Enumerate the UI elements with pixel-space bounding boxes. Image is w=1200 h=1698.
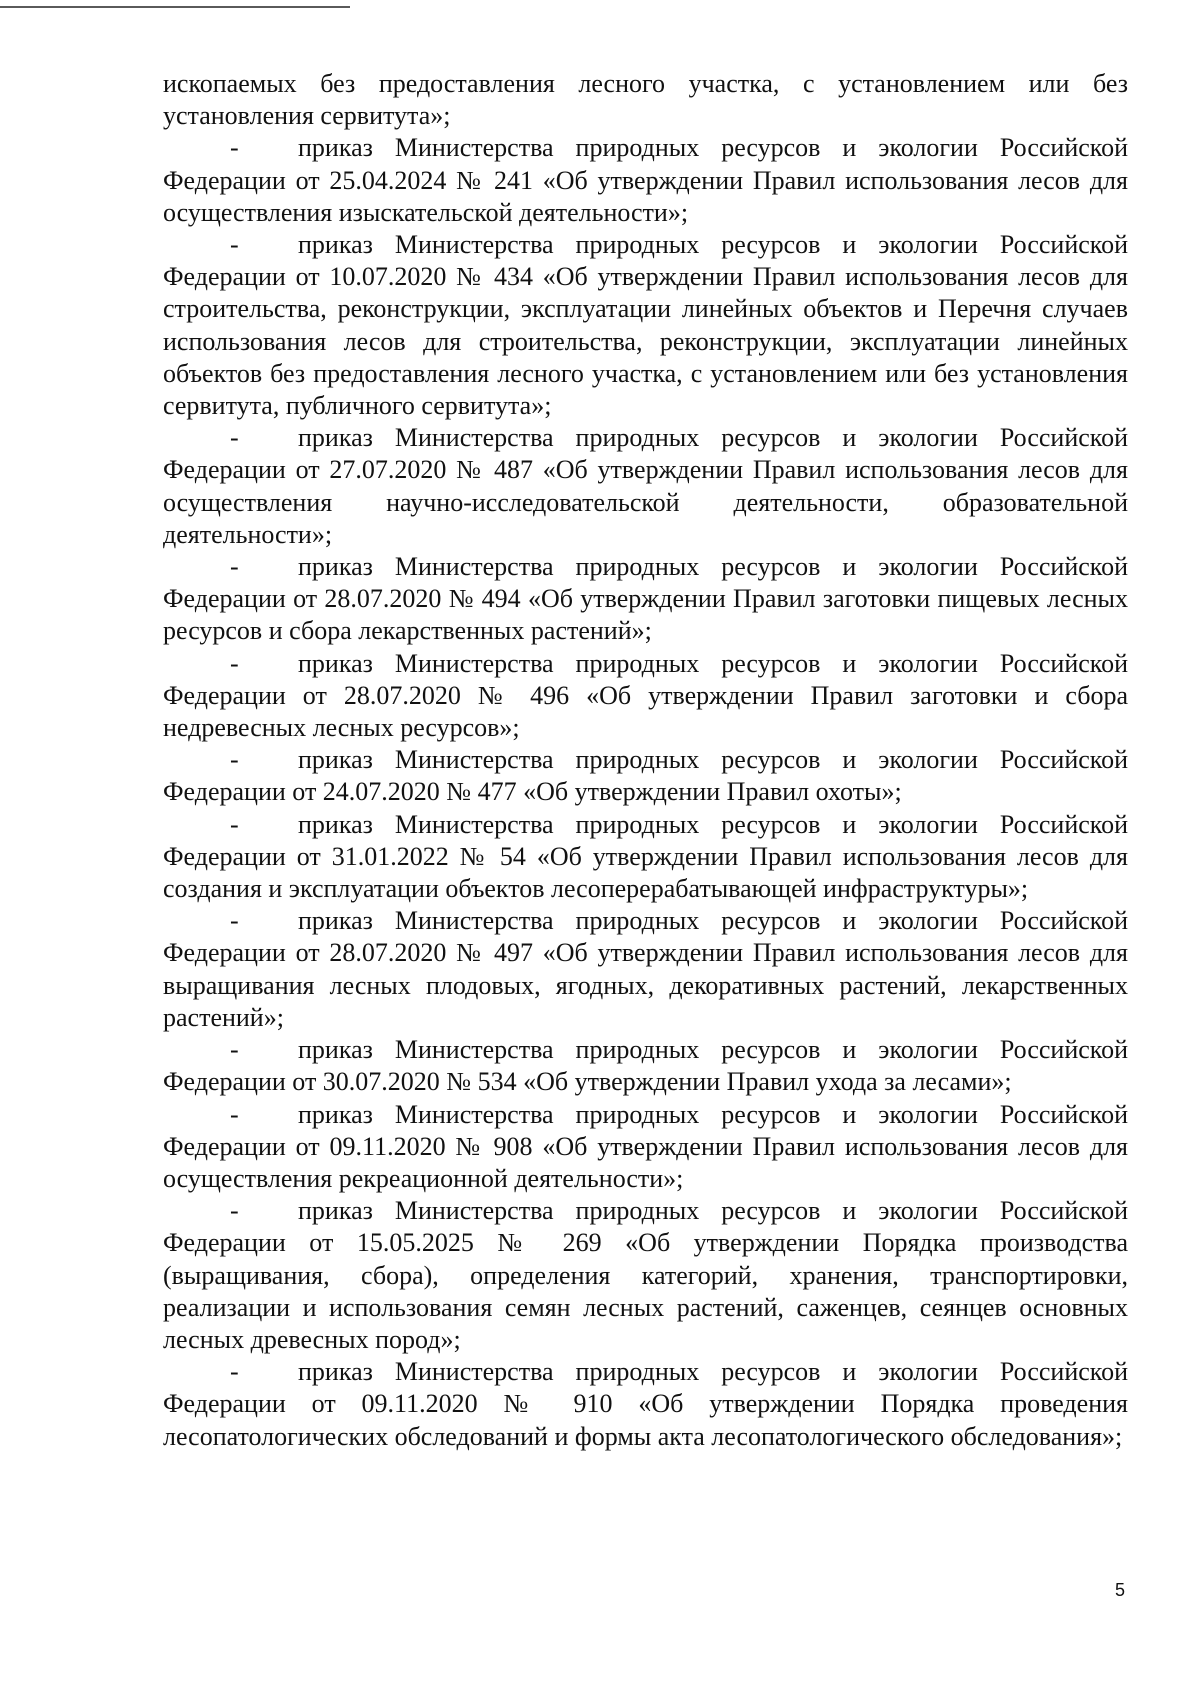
list-dash: - xyxy=(230,745,239,775)
list-item-text: приказ Министерства природных ресурсов и экологии Российской Федерации от 28.07.2020 № 497 «Об утверждении Правил использования лесов для выращивания лесных плодовых, ягодных, декоративных растений, лекарственных растений»; xyxy=(163,906,1128,1032)
scan-artifact-line xyxy=(0,6,350,8)
list-item xyxy=(163,551,1128,648)
list-dash: - xyxy=(230,906,239,936)
list-item xyxy=(163,648,1128,745)
list-dash: - xyxy=(230,809,239,839)
page-number: 5 xyxy=(1115,1580,1126,1600)
list-item xyxy=(163,1356,1128,1453)
list-item xyxy=(163,422,1128,551)
lead-paragraph: ископаемых без предоставления лесного участка, с установлением или без установления сервитута»; xyxy=(163,69,1128,131)
list-dash: - xyxy=(230,648,239,678)
list-item-text: приказ Министерства природных ресурсов и экологии Российской Федерации от 09.11.2020 № 910 «Об утверждении Порядка проведения лесопатологических обследований и формы акта лесопатологического обследования»; xyxy=(163,1357,1128,1451)
list-dash: - xyxy=(230,552,239,582)
list-item-text: приказ Министерства природных ресурсов и экологии Российской Федерации от 27.07.2020 № 487 «Об утверждении Правил использования лесов для осуществления научно-исследовательской деятельности, образовательной деятельности»; xyxy=(163,423,1128,549)
list-item xyxy=(163,744,1128,808)
list-item-text: приказ Министерства природных ресурсов и экологии Российской Федерации от 25.04.2024 № 241 «Об утверждении Правил использования лесов для осуществления изыскательской деятельности»; xyxy=(163,133,1128,227)
list-dash: - xyxy=(230,1196,239,1226)
list-dash: - xyxy=(230,1357,239,1387)
list-item-text: приказ Министерства природных ресурсов и экологии Российской Федерации от 09.11.2020 № 908 «Об утверждении Правил использования лесов для осуществления рекреационной деятельности»; xyxy=(163,1099,1128,1193)
list-dash: - xyxy=(230,133,239,163)
list-item xyxy=(163,132,1128,229)
list-dash: - xyxy=(230,423,239,453)
list-item-text: приказ Министерства природных ресурсов и экологии Российской Федерации от 31.01.2022 № 54 «Об утверждении Правил использования лесов для создания и эксплуатации объектов лесоперерабатывающей инфраструктуры»; xyxy=(163,809,1128,904)
list-dash: - xyxy=(230,230,239,260)
list-dash: - xyxy=(230,1035,239,1065)
list-item-text: приказ Министерства природных ресурсов и экологии Российской Федерации от 28.07.2020 № 494 «Об утверждении Правил заготовки пищевых лесных ресурсов и сбора лекарственных растений»; xyxy=(163,552,1128,646)
list-item xyxy=(163,1195,1128,1356)
list-item-text: приказ Министерства природных ресурсов и экологии Российской Федерации от 28.07.2020 № 496 «Об утверждении Правил заготовки и сбора недревесных лесных ресурсов»; xyxy=(163,648,1128,743)
list-item-text: приказ Министерства природных ресурсов и экологии Российской Федерации от 30.07.2020 № 534 «Об утверждении Правил ухода за лесами»; xyxy=(163,1035,1128,1097)
list-item xyxy=(163,229,1128,422)
list-item xyxy=(163,1034,1128,1098)
list-item-text: приказ Министерства природных ресурсов и экологии Российской Федерации от 10.07.2020 № 434 «Об утверждении Правил использования лесов для строительства, реконструкции, эксплуатации линейных объектов и Перечня случаев использования лесов для строительства, реконструкции, эксплуатации линейных объектов без предоставления лесного участка, с установлением или без установления сервитута, публичного сервитута»; xyxy=(163,230,1128,421)
list-item-text: приказ Министерства природных ресурсов и экологии Российской Федерации от 15.05.2025 № 269 «Об утверждении Порядка производства (выращивания, сбора), определения категорий, хранения, транспортировки, реализации и использования семян лесных растений, саженцев, сеянцев основных лесных древесных пород»; xyxy=(163,1196,1128,1354)
list-item xyxy=(163,1099,1128,1196)
list-item xyxy=(163,905,1128,1034)
document-body xyxy=(163,68,1128,1453)
list-dash: - xyxy=(230,1099,239,1129)
list-item xyxy=(163,809,1128,906)
list-item-text: приказ Министерства природных ресурсов и экологии Российской Федерации от 24.07.2020 № 477 «Об утверждении Правил охоты»; xyxy=(163,745,1128,807)
